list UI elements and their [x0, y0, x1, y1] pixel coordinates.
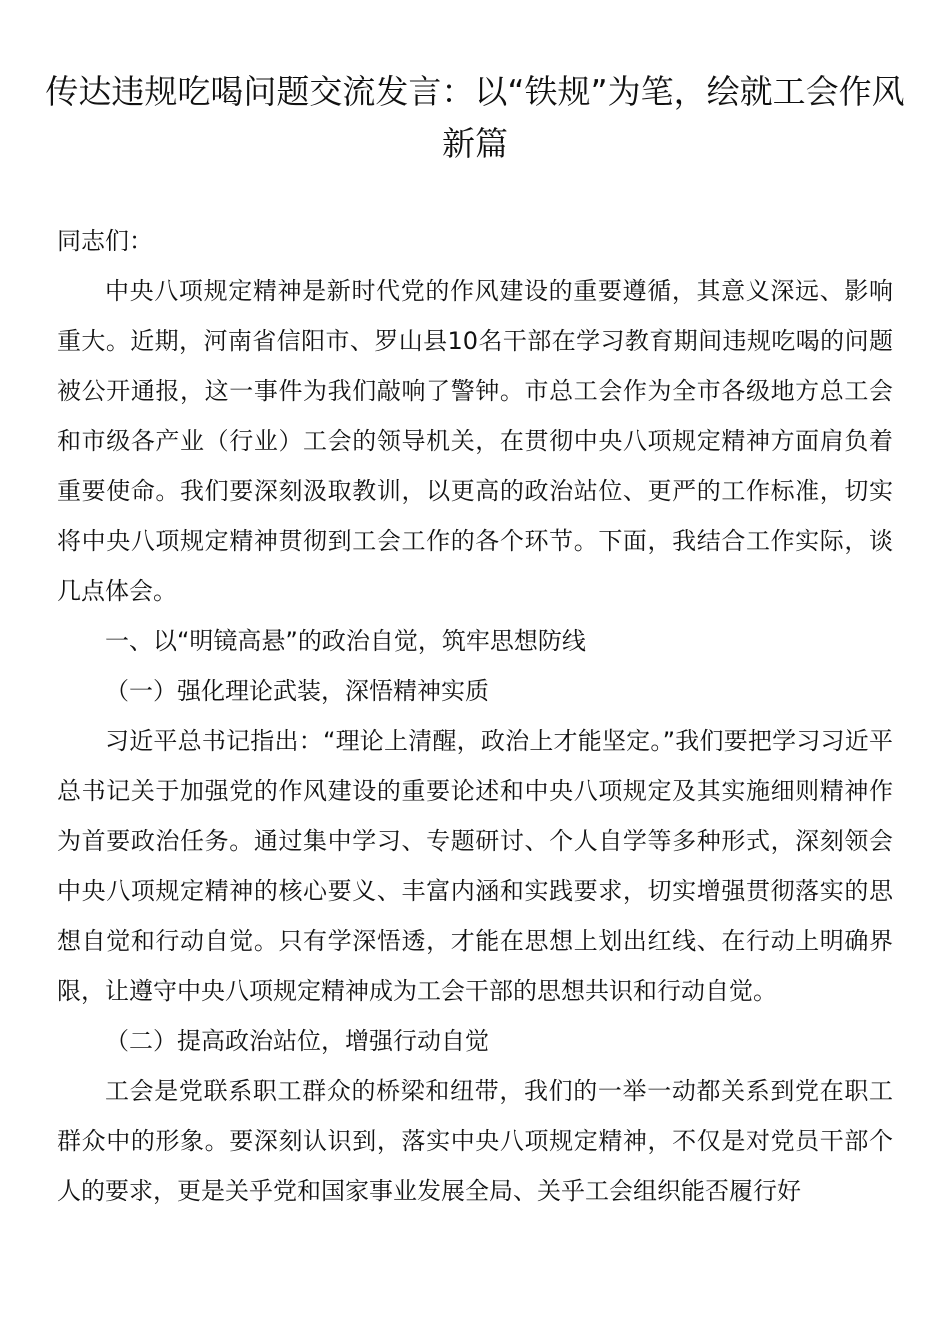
- subsection-heading-2: （二）提高政治站位，增强行动自觉: [105, 1027, 489, 1055]
- salutation: 同志们：: [57, 227, 153, 255]
- document-title: 传达违规吃喝问题交流发言：以“铁规”为笔，绘就工会作风新篇: [45, 72, 905, 163]
- paragraph-intro: 中央八项规定精神是新时代党的作风建设的重要遵循，其意义深远、影响重大。近期，河南省信阳市、罗山县10名干部在学习教育期间违规吃喝的问题被公开通报，这一事件为我们敲响了警钟。市总工会作为全市各级地方总工会和市级各产业（行业）工会的领导机关，在贯彻中央八项规定精神方面肩负着重要使命。我们要深刻汲取教训，以更高的政治站位、更严的工作标准，切实将中央八项规定精神贯彻到工会工作的各个环节。下面，我结合工作实际，谈几点体会。: [57, 277, 893, 605]
- document-body: [57, 216, 893, 1216]
- paragraph-bridge: 工会是党联系职工群众的桥梁和纽带，我们的一举一动都关系到党在职工群众中的形象。要深刻认识到，落实中央八项规定精神，不仅是对党员干部个人的要求，更是关乎党和国家事业发展全局、关乎工会组织能否履行好: [57, 1077, 893, 1205]
- subsection-heading-1: （一）强化理论武装，深悟精神实质: [105, 677, 489, 705]
- section-heading-1: 一、以“明镜高悬”的政治自觉，筑牢思想防线: [105, 627, 586, 655]
- paragraph-theory: 习近平总书记指出：“理论上清醒，政治上才能坚定。”我们要把学习习近平总书记关于加强党的作风建设的重要论述和中央八项规定及其实施细则精神作为首要政治任务。通过集中学习、专题研讨、个人自学等多种形式，深刻领会中央八项规定精神的核心要义、丰富内涵和实践要求，切实增强贯彻落实的思想自觉和行动自觉。只有学深悟透，才能在思想上划出红线、在行动上明确界限，让遵守中央八项规定精神成为工会干部的思想共识和行动自觉。: [57, 727, 893, 1005]
